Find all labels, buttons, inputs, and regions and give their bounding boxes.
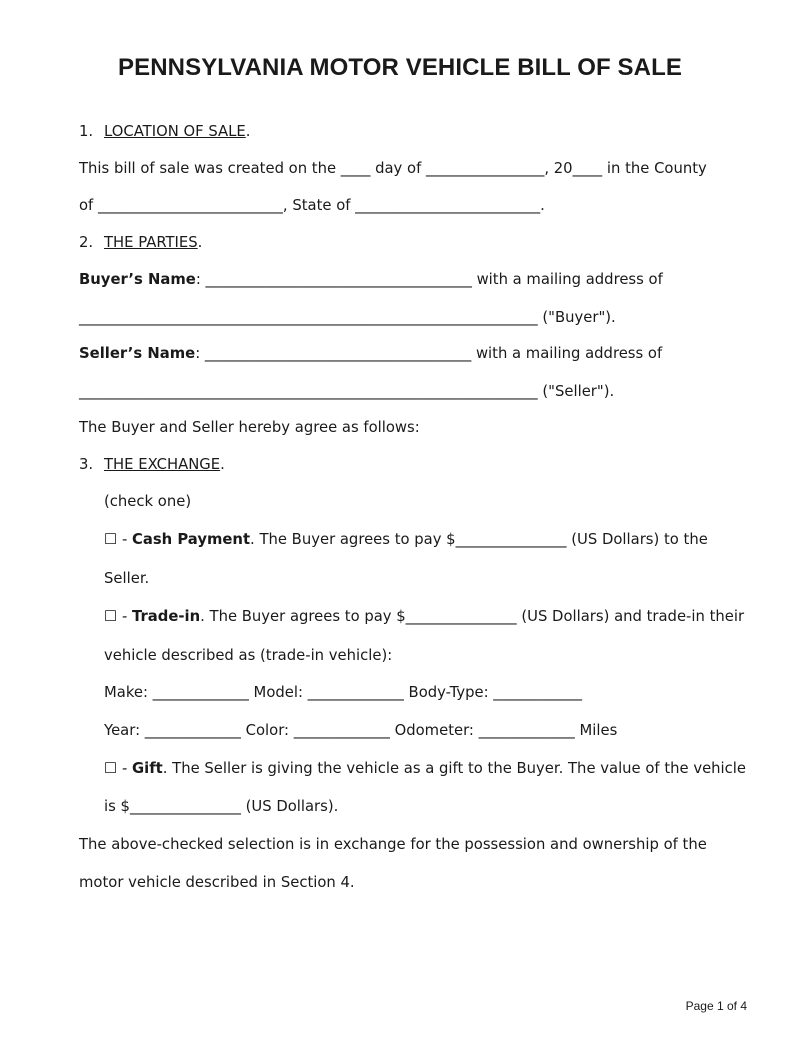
seller-name-label: Seller’s Name bbox=[79, 345, 196, 362]
cash-payment-text-2: Seller. bbox=[104, 570, 150, 587]
agreement-line: The Buyer and Seller hereby agree as follows: bbox=[79, 419, 420, 436]
seller-address-line: ______________________________________________________________ ("Seller"). bbox=[79, 383, 615, 400]
section-number: 1. bbox=[79, 123, 94, 140]
section-2-heading bbox=[79, 233, 202, 253]
buyer-address-line: ______________________________________________________________ ("Buyer"). bbox=[79, 309, 616, 326]
check-one-note: (check one) bbox=[104, 493, 192, 510]
section-3-heading bbox=[79, 455, 225, 475]
buyer-name-label: Buyer’s Name bbox=[79, 271, 196, 288]
gift-option bbox=[104, 759, 746, 779]
trade-in-text: . The Buyer agrees to pay $_______________ (US Dollars) and trade-in their bbox=[200, 608, 745, 625]
section-number: 2. bbox=[79, 234, 94, 251]
gift-text: . The Seller is giving the vehicle as a gift to the Buyer. The value of the vehicle bbox=[162, 760, 747, 777]
seller-name-line bbox=[79, 344, 662, 364]
cash-payment-text: . The Buyer agrees to pay $_______________ (US Dollars) to the bbox=[250, 531, 708, 548]
section-title: THE PARTIES bbox=[104, 234, 198, 251]
seller-name-blank: : ____________________________________ with a mailing address of bbox=[195, 345, 663, 362]
section-period: . bbox=[197, 234, 203, 251]
trade-in-text-2: vehicle described as (trade-in vehicle): bbox=[104, 647, 393, 664]
cash-payment-label: Cash Payment bbox=[132, 531, 251, 548]
document-title: PENNSYLVANIA MOTOR VEHICLE BILL OF SALE bbox=[118, 54, 682, 81]
closing-line-2: motor vehicle described in Section 4. bbox=[79, 874, 355, 891]
trade-in-checkbox[interactable]: ☐ - bbox=[104, 608, 133, 625]
location-line-1: This bill of sale was created on the ____ day of ________________, 20____ in the County bbox=[79, 160, 707, 177]
section-number: 3. bbox=[79, 456, 94, 473]
trade-in-option bbox=[104, 607, 744, 627]
buyer-name-blank: : ____________________________________ with a mailing address of bbox=[195, 271, 663, 288]
section-period: . bbox=[245, 123, 251, 140]
make-model-line: Make: _____________ Model: _____________ Body-Type: ____________ bbox=[104, 684, 583, 701]
gift-text-2: is $_______________ (US Dollars). bbox=[104, 798, 339, 815]
section-title: THE EXCHANGE bbox=[104, 456, 221, 473]
cash-payment-option bbox=[104, 530, 708, 550]
buyer-name-line bbox=[79, 270, 663, 290]
section-title: LOCATION OF SALE bbox=[104, 123, 246, 140]
trade-in-label: Trade-in bbox=[132, 608, 201, 625]
page-number: Page 1 of 4 bbox=[685, 999, 747, 1013]
section-period: . bbox=[220, 456, 225, 473]
gift-label: Gift bbox=[132, 760, 163, 777]
closing-line-1: The above-checked selection is in exchange for the possession and ownership of the bbox=[79, 836, 707, 853]
section-1-heading bbox=[79, 122, 250, 142]
year-color-line: Year: _____________ Color: _____________ Odometer: _____________ Miles bbox=[104, 722, 618, 739]
gift-checkbox[interactable]: ☐ - bbox=[104, 760, 133, 777]
cash-checkbox[interactable]: ☐ - bbox=[104, 531, 133, 548]
location-line-2: of _________________________, State of _________________________. bbox=[79, 197, 545, 214]
